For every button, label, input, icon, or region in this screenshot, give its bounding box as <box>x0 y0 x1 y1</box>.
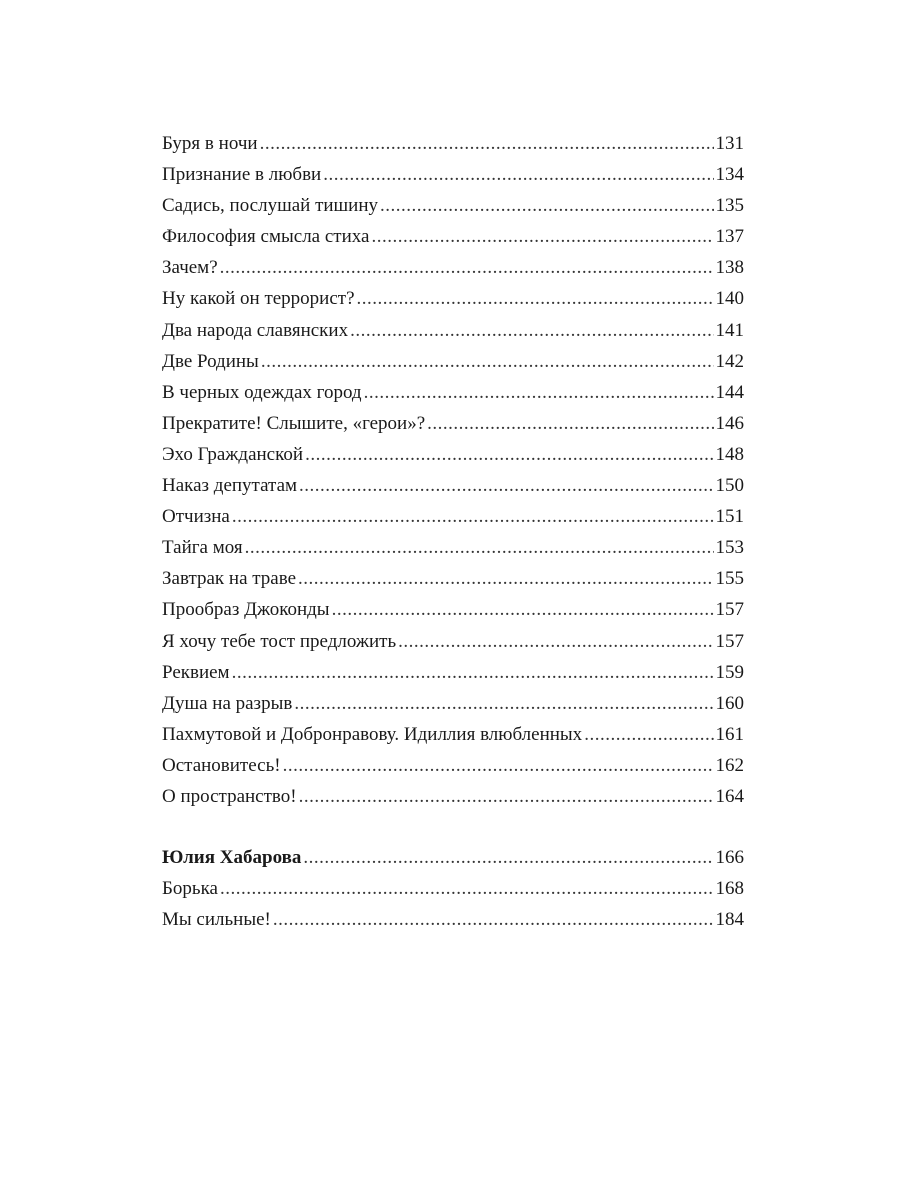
leader-dots <box>305 439 713 470</box>
leader-dots <box>303 842 713 873</box>
toc-entry-page: 148 <box>715 443 744 465</box>
leader-dots <box>261 346 714 377</box>
toc-entry-page: 184 <box>715 909 744 931</box>
toc-entry-title: Эхо Гражданской <box>162 443 304 465</box>
toc-entry-page: 150 <box>715 475 744 497</box>
toc-entry-page: 137 <box>715 226 744 248</box>
leader-dots <box>260 128 714 159</box>
toc-entry[interactable] <box>162 904 744 935</box>
toc-entry-title: Борька <box>162 878 218 900</box>
leader-dots <box>232 501 714 532</box>
toc-entry-title: Завтрак на траве <box>162 568 297 590</box>
toc-entry[interactable] <box>162 873 744 904</box>
toc-entry-page: 164 <box>715 785 744 807</box>
leader-dots <box>220 873 714 904</box>
toc-entry-title: Философия смысла стиха <box>162 226 370 248</box>
toc-entry-page: 131 <box>715 133 744 154</box>
toc-entry-title: Ну какой он террорист? <box>162 288 355 310</box>
section-gap <box>162 812 744 842</box>
toc-entry[interactable] <box>162 408 744 439</box>
leader-dots <box>273 904 714 935</box>
toc-entry[interactable] <box>162 377 744 408</box>
leader-dots <box>350 315 713 346</box>
toc-entry-title: В черных одеждах город <box>162 381 362 403</box>
toc-entry-title: Буря в ночи <box>162 133 258 154</box>
toc-entry[interactable] <box>162 719 744 750</box>
toc-entry-title: Отчизна <box>162 506 230 528</box>
toc-entry-page: 157 <box>715 599 744 621</box>
toc-entry-title: Я хочу тебе тост предложить <box>162 630 397 652</box>
toc-entry-page: 161 <box>715 723 744 745</box>
leader-dots <box>299 470 713 501</box>
leader-dots <box>584 719 713 750</box>
leader-dots <box>283 750 714 781</box>
toc-entry-title: Зачем? <box>162 257 218 279</box>
leader-dots <box>332 594 714 625</box>
leader-dots <box>299 781 714 812</box>
toc-entry[interactable] <box>162 750 744 781</box>
toc-entry[interactable] <box>162 159 744 190</box>
toc-entry-title: Наказ депутатам <box>162 475 298 497</box>
toc-entry[interactable] <box>162 563 744 594</box>
leader-dots <box>398 626 713 657</box>
toc-author-entry[interactable] <box>162 842 744 873</box>
toc-entry-page: 162 <box>715 754 744 776</box>
toc-entry[interactable] <box>162 532 744 563</box>
toc-entry-title: Реквием <box>162 661 230 683</box>
toc-entry-page: 134 <box>715 164 744 186</box>
toc-entry-page: 144 <box>715 381 744 403</box>
toc-entry[interactable] <box>162 439 744 470</box>
toc-entry[interactable] <box>162 657 744 688</box>
toc-author-name: Юлия Хабарова <box>162 847 302 869</box>
toc-entry-title: Тайга моя <box>162 537 243 559</box>
toc-entry-page: 141 <box>715 319 744 341</box>
leader-dots <box>220 252 714 283</box>
leader-dots <box>357 283 714 314</box>
toc-entry[interactable] <box>162 470 744 501</box>
toc-entry-title: О пространство! <box>162 785 297 807</box>
leader-dots <box>371 221 713 252</box>
toc-entry-page: 155 <box>715 568 744 590</box>
toc-entry-page: 140 <box>715 288 744 310</box>
toc-entry-page: 146 <box>715 412 744 434</box>
toc-entry[interactable] <box>162 781 744 812</box>
toc-entry-page: 135 <box>715 195 744 217</box>
toc-entry-title: Два народа славянских <box>162 319 349 341</box>
toc-entry-page: 153 <box>715 537 744 559</box>
toc-entry-title: Душа на разрыв <box>162 692 293 714</box>
leader-dots <box>380 190 713 221</box>
leader-dots <box>323 159 713 190</box>
toc-entry-page: 142 <box>715 350 744 372</box>
toc-entry[interactable] <box>162 626 744 657</box>
toc-author-page: 166 <box>715 847 744 869</box>
toc-entry[interactable] <box>162 252 744 283</box>
toc-entry-title: Остановитесь! <box>162 754 281 776</box>
toc-entry-title: Прекратите! Слышите, «герои»? <box>162 412 426 434</box>
toc-entry[interactable] <box>162 283 744 314</box>
leader-dots <box>427 408 713 439</box>
toc-entry[interactable] <box>162 128 744 159</box>
toc-entry[interactable] <box>162 594 744 625</box>
table-of-contents <box>162 128 744 935</box>
toc-entry-title: Мы сильные! <box>162 909 271 931</box>
leader-dots <box>364 377 714 408</box>
toc-entry[interactable] <box>162 221 744 252</box>
toc-entry-page: 138 <box>715 257 744 279</box>
toc-entry-page: 159 <box>715 661 744 683</box>
toc-entry-title: Признание в любви <box>162 164 322 186</box>
toc-entry-title: Две Родины <box>162 350 259 372</box>
leader-dots <box>294 688 713 719</box>
toc-section-2 <box>162 842 744 935</box>
toc-entry[interactable] <box>162 688 744 719</box>
toc-entry-page: 151 <box>715 506 744 528</box>
toc-entry[interactable] <box>162 501 744 532</box>
toc-entry[interactable] <box>162 190 744 221</box>
leader-dots <box>298 563 713 594</box>
toc-entry-title: Садись, послушай тишину <box>162 195 379 217</box>
toc-entry-page: 160 <box>715 692 744 714</box>
toc-entry-title: Пахмутовой и Добронравову. Идиллия влюбленных <box>162 723 583 745</box>
toc-entry[interactable] <box>162 315 744 346</box>
toc-section-1 <box>162 128 744 812</box>
leader-dots <box>232 657 714 688</box>
toc-entry[interactable] <box>162 346 744 377</box>
toc-entry-page: 157 <box>715 630 744 652</box>
leader-dots <box>245 532 714 563</box>
toc-entry-page: 168 <box>715 878 744 900</box>
toc-entry-title: Прообраз Джоконды <box>162 599 330 621</box>
